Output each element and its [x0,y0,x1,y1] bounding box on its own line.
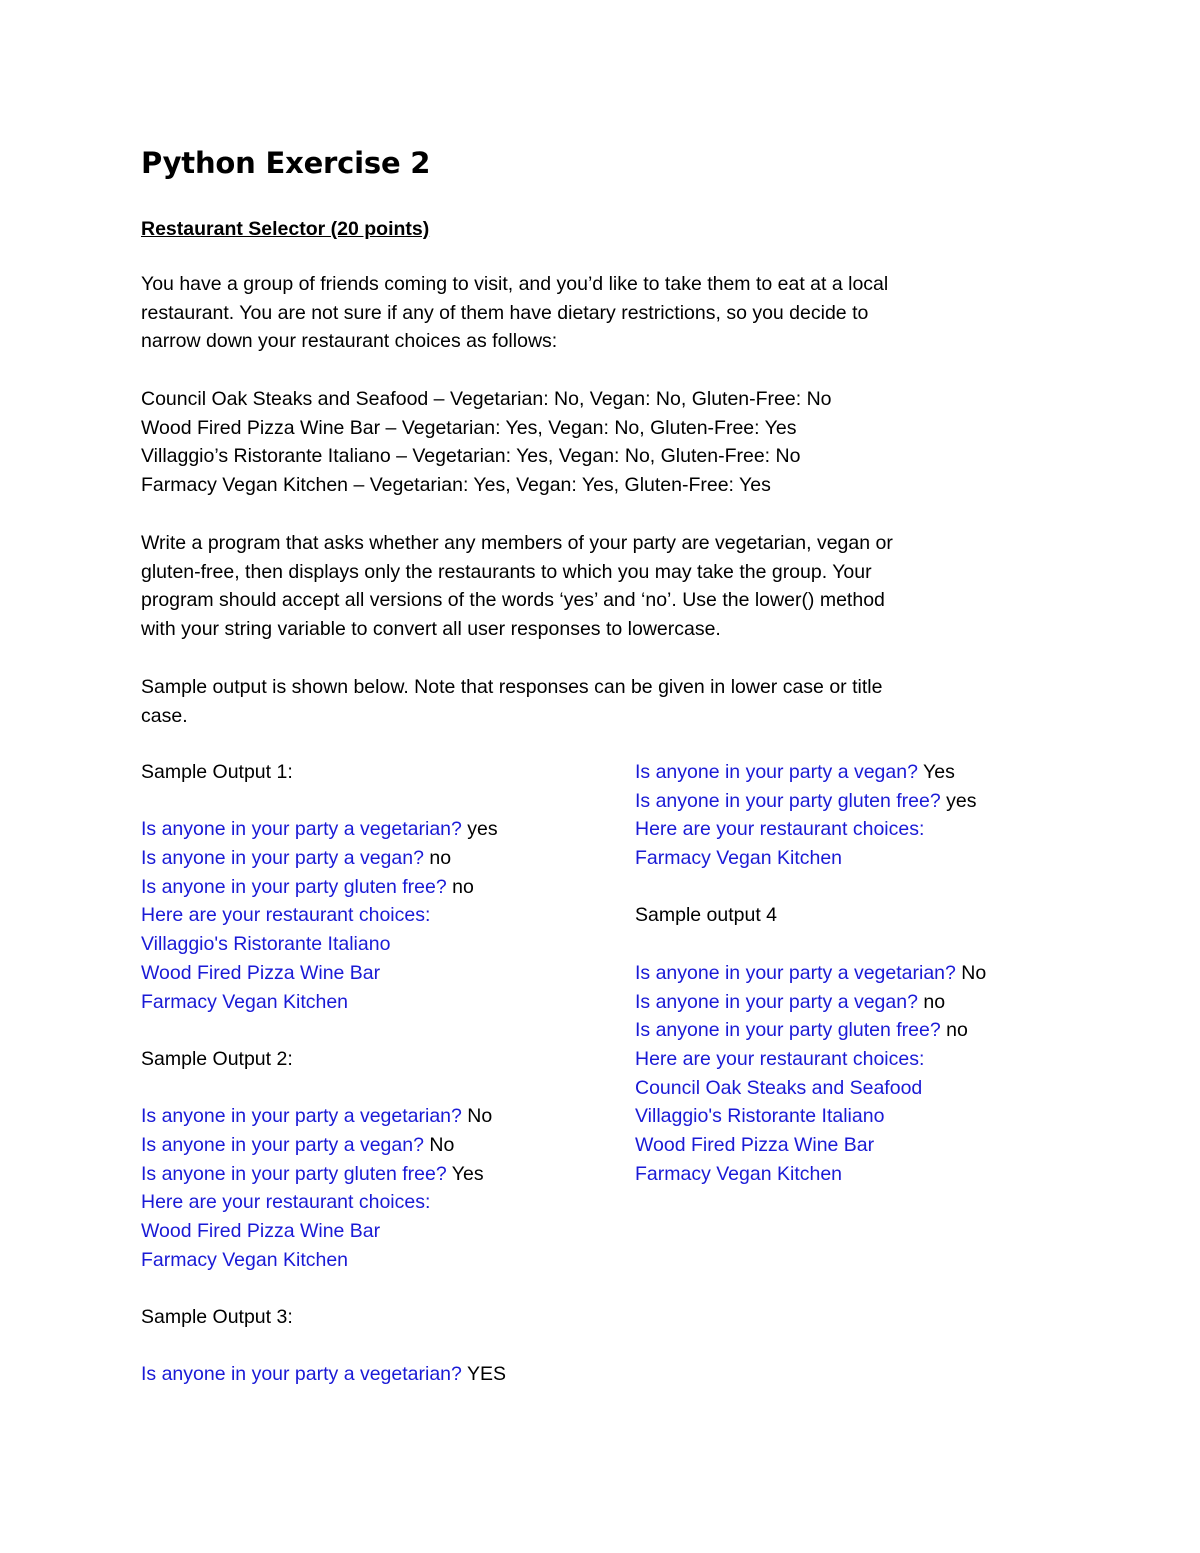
blank-line [141,1074,611,1103]
intro-paragraph [141,270,888,356]
exercise-subtitle: Restaurant Selector (20 points) [141,218,430,240]
sample-2-gluten-line [141,1160,611,1189]
sample-4-result: Villaggio's Ristorante Italiano [635,1105,885,1128]
user-answer: No [467,1105,493,1128]
restaurant-entry: Council Oak Steaks and Seafood – Vegetarian: No, Vegan: No, Gluten-Free: No [141,388,832,410]
restaurant-entry: Farmacy Vegan Kitchen – Vegetarian: Yes, Vegan: Yes, Gluten-Free: Yes [141,474,771,497]
user-answer: No [429,1133,455,1156]
task-line: with your string variable to convert all user responses to lowercase. [141,618,721,641]
sample-2-result: Wood Fired Pizza Wine Bar [141,1220,381,1242]
prompt-text: Is anyone in your party gluten free? [635,1019,941,1042]
prompt-text: Is anyone in your party a vegetarian? [141,818,462,841]
task-line: Write a program that asks whether any members of your party are vegetarian, vegan or [141,532,893,554]
user-answer: no [946,1019,968,1042]
sample-1-vegetarian-line [141,815,611,844]
blank-line [141,1016,611,1045]
sample-2-heading: Sample Output 2: [141,1047,293,1070]
sample-3-result: Farmacy Vegan Kitchen [635,847,843,870]
sample-1-result: Wood Fired Pizza Wine Bar [141,961,381,984]
sample-1-heading: Sample Output 1: [141,761,293,783]
sample-3-vegetarian-line [141,1360,611,1389]
sample-2-result: Farmacy Vegan Kitchen [141,1248,349,1271]
sample-4-choices-line: Here are your restaurant choices: [635,1047,925,1070]
page-title: Python Exercise 2 [141,146,431,180]
sample-4-result: Wood Fired Pizza Wine Bar [635,1133,875,1156]
intro-line: You have a group of friends coming to visit, and you’d like to take them to eat at a local [141,273,889,295]
prompt-text: Is anyone in your party a vegetarian? [141,1363,462,1386]
prompt-text: Is anyone in your party a vegan? [141,847,424,870]
prompt-text: Is anyone in your party a vegan? [635,990,918,1013]
intro-line: restaurant. You are not sure if any of them have dietary restrictions, so you decide to [141,301,869,324]
user-answer: Yes [451,1162,484,1185]
task-line: gluten-free, then displays only the restaurants to which you may take the group. Your [141,560,872,583]
sample-4-result: Farmacy Vegan Kitchen [635,1162,843,1185]
blank-line [141,787,611,816]
sample-2-vegetarian-line [141,1102,611,1131]
user-answer: yes [467,818,498,841]
sample-2-vegan-line [141,1131,611,1160]
blank-line [141,1332,611,1361]
task-paragraph [141,529,893,644]
sample-1-choices-line: Here are your restaurant choices: [141,904,431,927]
intro-line: narrow down your restaurant choices as follows: [141,330,558,353]
user-answer: No [961,961,987,984]
task-line: program should accept all versions of the words ‘yes’ and ‘no’. Use the lower() method [141,589,885,612]
sample-4-vegan-line [635,988,1065,1017]
user-answer: no [923,990,946,1013]
user-answer: no [429,847,452,870]
note-line: Sample output is shown below. Note that responses can be given in lower case or title [141,676,883,698]
user-answer: Yes [923,761,955,783]
sample-4-gluten-line [635,1016,1065,1045]
sample-3-heading: Sample Output 3: [141,1306,293,1329]
note-paragraph [141,673,882,730]
samples-right-column [635,758,1065,1188]
blank-line [141,1274,611,1303]
blank-line [635,873,1065,902]
sample-1-gluten-line [141,873,611,902]
samples-left-column [141,758,611,1389]
sample-3-choices-line: Here are your restaurant choices: [635,818,925,841]
prompt-text: Is anyone in your party a vegetarian? [635,961,956,984]
blank-line [635,930,1065,959]
user-answer: yes [946,789,977,812]
sample-4-result: Council Oak Steaks and Seafood [635,1076,923,1099]
restaurant-list [141,385,832,500]
prompt-text: Is anyone in your party gluten free? [635,789,941,812]
sample-1-result: Farmacy Vegan Kitchen [141,990,349,1013]
sample-3-vegan-line [635,758,1065,787]
sample-4-heading: Sample output 4 [635,904,778,927]
sample-4-vegetarian-line [635,959,1065,988]
restaurant-entry: Wood Fired Pizza Wine Bar – Vegetarian: Yes, Vegan: No, Gluten-Free: Yes [141,416,797,439]
sample-3-gluten-line [635,787,1065,816]
user-answer: no [452,875,474,898]
user-answer: YES [466,1363,506,1386]
prompt-text: Is anyone in your party gluten free? [141,1162,447,1185]
sample-2-choices-line: Here are your restaurant choices: [141,1191,431,1214]
prompt-text: Is anyone in your party a vegan? [141,1133,424,1156]
prompt-text: Is anyone in your party a vegetarian? [141,1105,462,1128]
sample-1-result: Villaggio's Ristorante Italiano [141,933,391,956]
sample-1-vegan-line [141,844,611,873]
prompt-text: Is anyone in your party gluten free? [141,875,447,898]
note-line: case. [141,704,188,727]
restaurant-entry: Villaggio’s Ristorante Italiano – Vegetarian: Yes, Vegan: No, Gluten-Free: No [141,445,801,468]
prompt-text: Is anyone in your party a vegan? [635,761,918,783]
